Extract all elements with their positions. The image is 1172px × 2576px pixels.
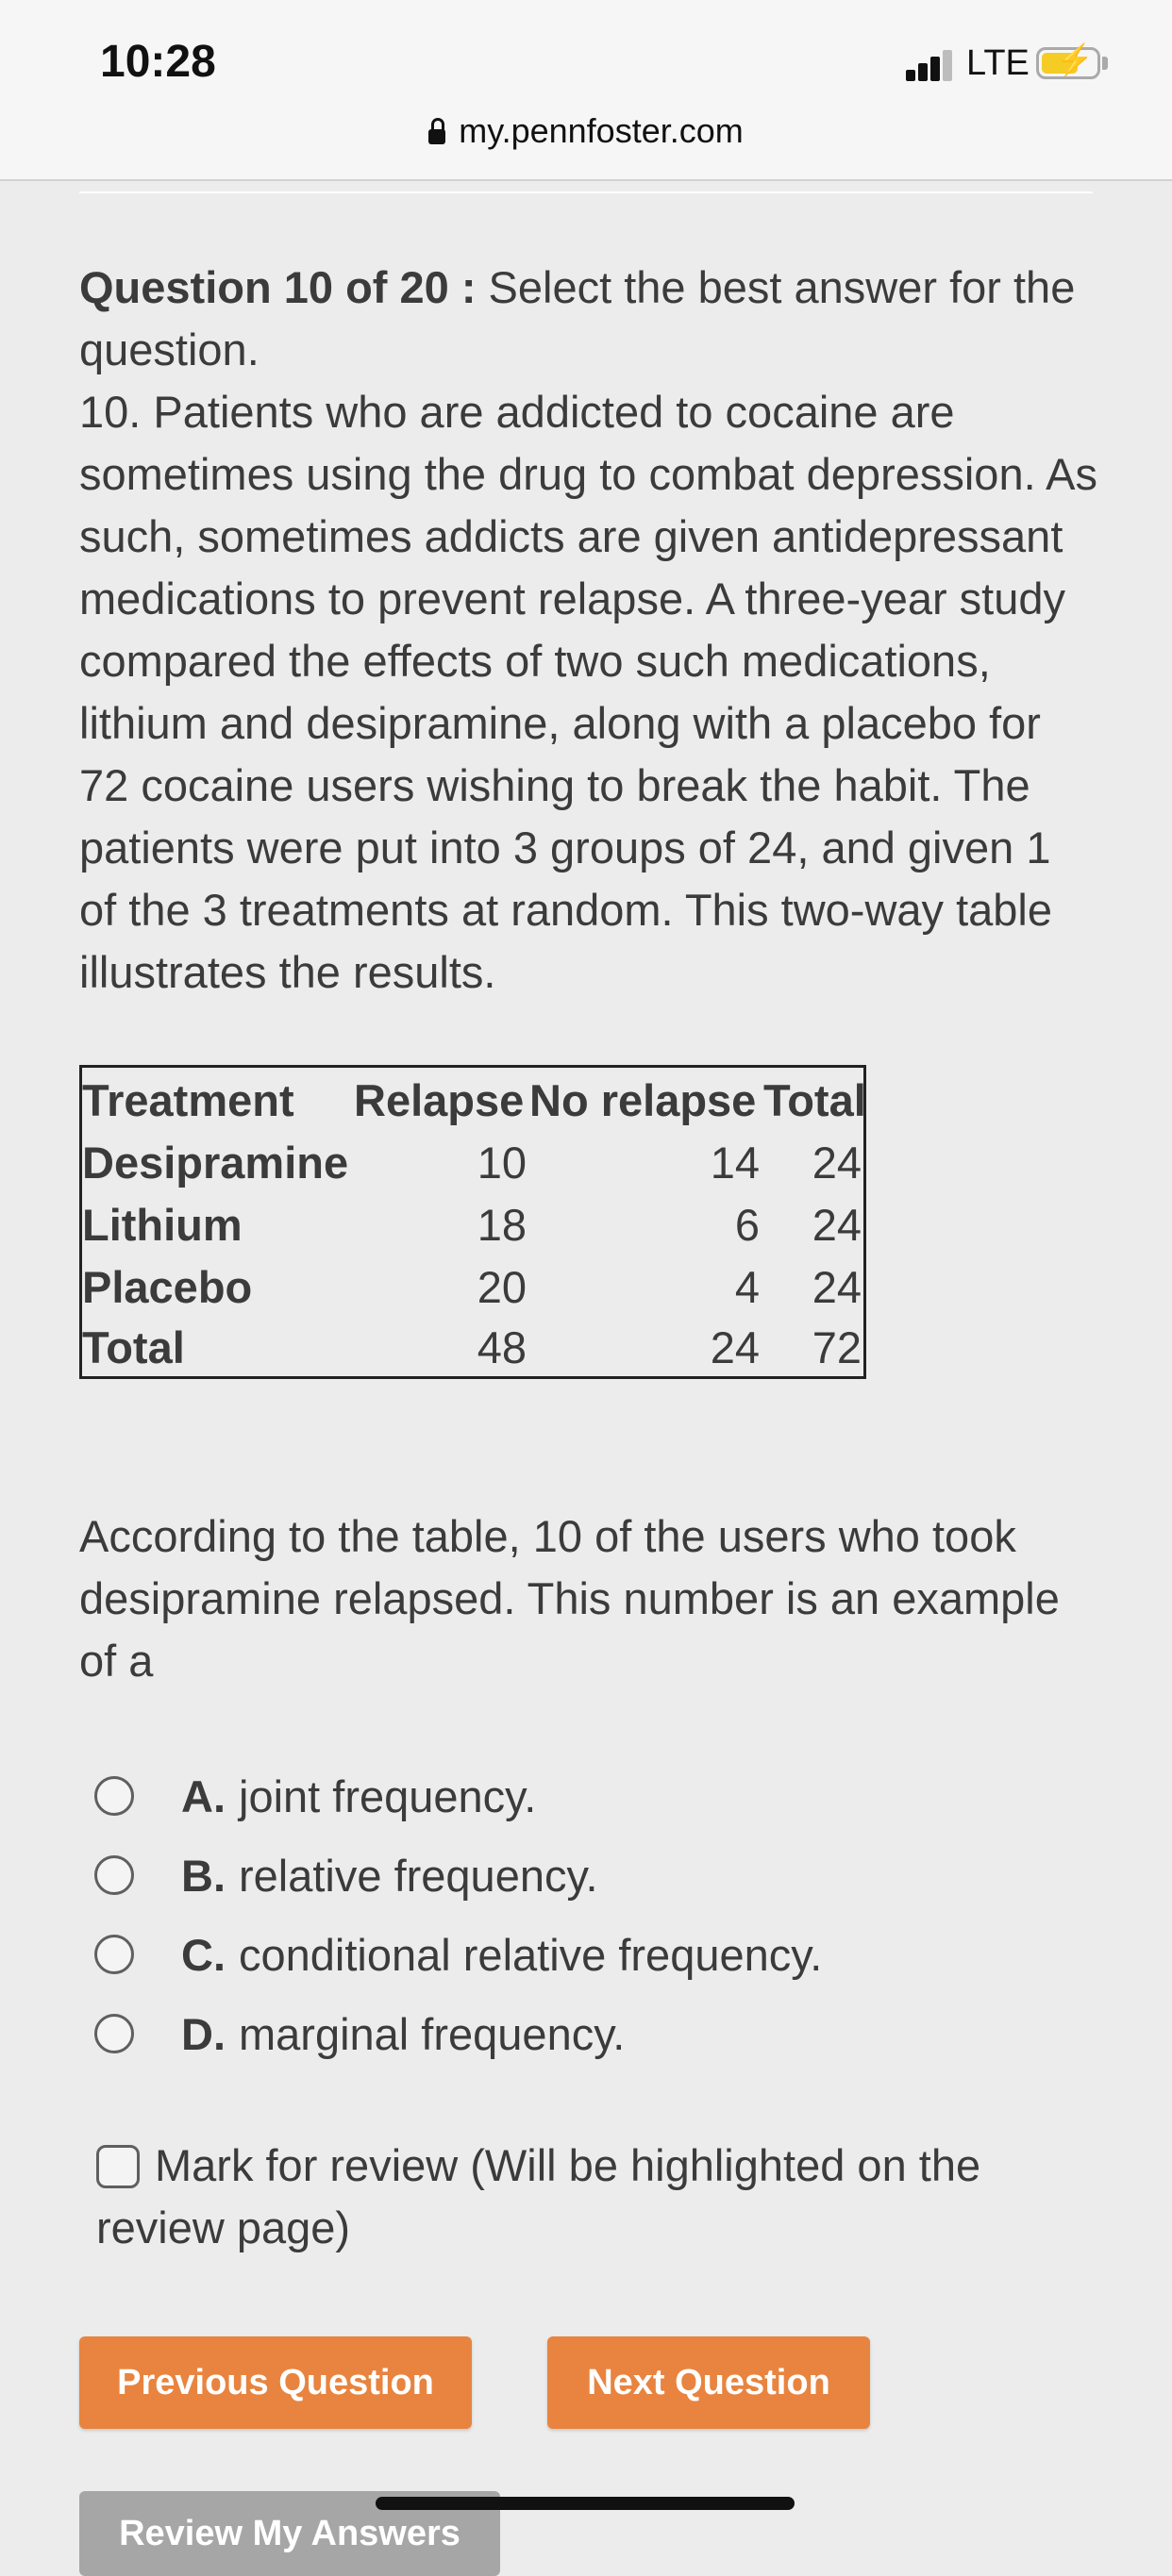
table-header-cell: Treatment xyxy=(82,1075,294,1125)
review-answers-button[interactable]: Review My Answers xyxy=(79,2491,500,2576)
option-a-label: joint frequency. xyxy=(239,1770,537,1821)
table-header-cell: Relapse xyxy=(354,1075,525,1125)
address-bar[interactable] xyxy=(0,111,1172,151)
question-body: 10. Patients who are addicted to cocaine are sometimes using the drug to combat depression. As such, sometimes addicts are given antidepressant medications to prevent relapse. A three-year study compared the effects of two such medications, lithium and desipramine, along with a placebo for 72 cocaine users wishing to break the habit. The patients were put into 3 groups of 24, and given 1 of the 3 treatments at random. This two-way table illustrates the results. xyxy=(79,387,1097,997)
option-a-text xyxy=(181,1770,536,1822)
question-instruction: Select the best answer for the question. xyxy=(79,262,1076,374)
table-row xyxy=(82,1317,863,1379)
question-header: Question 10 of 20 : xyxy=(79,262,477,312)
radio-button-a[interactable] xyxy=(94,1776,134,1816)
battery-icon: ⚡ xyxy=(1036,47,1100,79)
option-b-label: relative frequency. xyxy=(239,1850,598,1901)
option-d[interactable] xyxy=(94,1994,822,2073)
cellular-signal-icon xyxy=(906,49,953,81)
table-row xyxy=(82,1132,863,1194)
option-c-label: conditional relative frequency. xyxy=(239,1929,823,1980)
table-cell: 24 xyxy=(812,1200,862,1250)
mark-for-review-label: Mark for review (Will be highlighted on the review page) xyxy=(96,2140,981,2252)
divider xyxy=(79,191,1093,193)
table-cell: 14 xyxy=(710,1138,760,1188)
url-text: my.pennfoster.com xyxy=(459,111,744,150)
table-cell: 6 xyxy=(734,1200,760,1250)
table-cell: 24 xyxy=(710,1322,760,1372)
option-b-letter: B. xyxy=(181,1850,226,1901)
table-cell: Total xyxy=(82,1322,185,1372)
home-indicator[interactable] xyxy=(376,2497,795,2510)
next-question-button[interactable]: Next Question xyxy=(547,2336,870,2429)
radio-button-d[interactable] xyxy=(94,2014,134,2053)
option-b[interactable] xyxy=(94,1836,822,1915)
table-cell: Placebo xyxy=(82,1262,253,1312)
table-cell: 48 xyxy=(477,1322,527,1372)
table-cell: 24 xyxy=(812,1138,862,1188)
question-text xyxy=(79,257,1098,1004)
option-d-label: marginal frequency. xyxy=(239,2008,626,2059)
network-type: LTE xyxy=(966,43,1030,83)
option-c-text xyxy=(181,1929,822,1981)
table-header-cell: Total xyxy=(763,1075,866,1125)
table-cell: 72 xyxy=(812,1322,862,1372)
option-c-letter: C. xyxy=(181,1929,226,1980)
status-time: 10:28 xyxy=(100,37,216,87)
option-b-text xyxy=(181,1850,598,1902)
table-cell: 24 xyxy=(812,1262,862,1312)
table-cell: 20 xyxy=(477,1262,527,1312)
table-cell: 18 xyxy=(477,1200,527,1250)
status-bar xyxy=(0,0,1172,181)
answer-options xyxy=(94,1756,822,2073)
table-cell: 4 xyxy=(734,1262,760,1312)
option-a[interactable] xyxy=(94,1756,822,1836)
table-cell: 10 xyxy=(477,1138,527,1188)
option-c[interactable] xyxy=(94,1915,822,1994)
table-header-cell: No relapse xyxy=(529,1075,757,1125)
previous-question-button[interactable]: Previous Question xyxy=(79,2336,472,2429)
table-row xyxy=(82,1256,863,1319)
table-cell: Desipramine xyxy=(82,1138,349,1188)
question-prompt: According to the table, 10 of the users who took desipramine relapsed. This number is an example of a xyxy=(79,1511,1060,1686)
option-a-letter: A. xyxy=(181,1770,226,1821)
table-row xyxy=(82,1194,863,1256)
radio-button-c[interactable] xyxy=(94,1935,134,1974)
table-cell: Lithium xyxy=(82,1200,243,1250)
two-way-table xyxy=(79,1065,866,1379)
lock-icon xyxy=(428,129,445,144)
option-d-letter: D. xyxy=(181,2008,226,2059)
table-header-row xyxy=(82,1070,866,1132)
option-d-text xyxy=(181,2008,625,2060)
battery-tip xyxy=(1102,57,1108,70)
radio-button-b[interactable] xyxy=(94,1855,134,1895)
